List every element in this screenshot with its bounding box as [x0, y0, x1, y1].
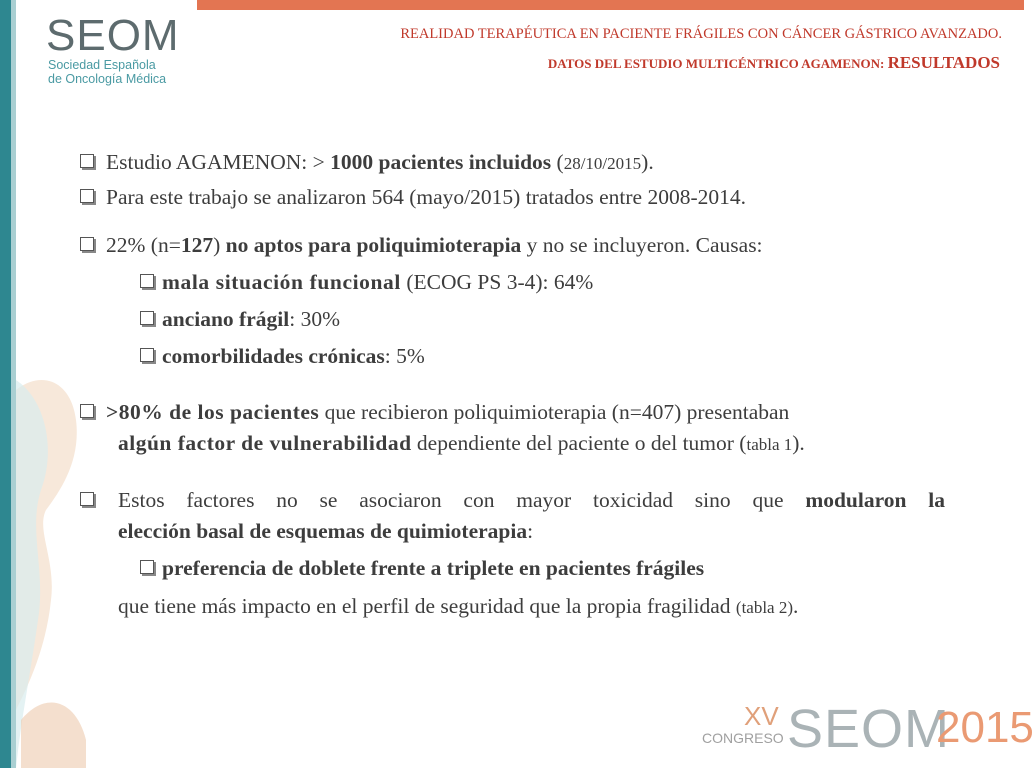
- bullet-1-text-b: 1000 pacientes incluidos: [330, 150, 552, 174]
- bullet-5-sub-1-bold: preferencia de doblete frente a triplete en pacientes frágiles: [162, 556, 705, 580]
- bullet-5-sub-1: [140, 556, 704, 581]
- bullet-3-text-d: no aptos para poliquimioterapia: [225, 233, 522, 257]
- slide-title: REALIDAD TERAPÉUTICA EN PACIENTE FRÁGILES CON CÁNCER GÁSTRICO AVANZADO.: [400, 26, 1002, 42]
- logo-wordmark: SEOM: [46, 11, 180, 60]
- bullet-3-sub-2-text: : 30%: [289, 307, 340, 331]
- bullet-5-line-2: [118, 519, 533, 544]
- slide-subtitle-text: DATOS DEL ESTUDIO MULTICÉNTRICO AGAMENON:: [547, 56, 885, 71]
- bullet-5-bold-b: elección basal de esquemas de quimioterapia: [118, 519, 528, 543]
- bullet-4-text-b: dependiente del paciente o del tumor (: [411, 431, 747, 455]
- checkbox-bullet-icon: [80, 154, 94, 168]
- checkbox-bullet-icon: [80, 189, 94, 203]
- bullet-4-table-ref: tabla 1: [746, 435, 793, 454]
- checkbox-bullet-icon: [140, 348, 154, 362]
- checkbox-bullet-icon: [140, 274, 154, 288]
- footer-congreso: CONGRESO: [702, 730, 784, 746]
- logo-subtitle-1: Sociedad Española: [48, 58, 156, 72]
- bullet-5-marker: [80, 488, 106, 513]
- bullet-3-sub-2: [140, 307, 340, 332]
- slide-subtitle: [548, 53, 1000, 73]
- bullet-3-sub-1-text: (ECOG PS 3-4): 64%: [401, 270, 594, 294]
- bullet-5-cont-end: .: [793, 594, 799, 618]
- bullet-4-bold-b: algún factor de vulnerabilidad: [118, 431, 412, 455]
- bullet-3: [80, 233, 763, 258]
- checkbox-bullet-icon: [80, 404, 94, 418]
- slide-subtitle-emph: RESULTADOS: [887, 53, 1000, 72]
- bullet-1-text-c: (: [551, 150, 564, 174]
- bullet-2: [80, 185, 746, 210]
- bullet-3-sub-1: [140, 270, 593, 295]
- seom-logo: [46, 11, 180, 86]
- bullet-3-sub-3: [140, 344, 425, 369]
- bullet-5-line-1: [118, 488, 945, 513]
- checkbox-bullet-icon: [140, 311, 154, 325]
- bullet-5-text-b: :: [527, 519, 534, 543]
- checkbox-bullet-icon: [140, 560, 154, 574]
- bullet-4-line-2: [118, 431, 805, 456]
- bullet-1-text-a: Estudio AGAMENON: >: [106, 150, 331, 174]
- bullet-5-table-ref: (tabla 2): [735, 598, 794, 617]
- bullet-4-bold-a: >80% de los pacientes: [106, 400, 320, 424]
- footer-brand: SEOM: [787, 699, 951, 759]
- bullet-4-text-c: ).: [792, 431, 805, 455]
- footer-year: 2015: [936, 703, 1034, 752]
- checkbox-bullet-icon: [80, 492, 94, 506]
- bullet-5-text-a: Estos factores no se asociaron con mayor toxicidad sino que: [118, 488, 806, 512]
- bullet-3-sub-1-bold: mala situación funcional: [162, 270, 401, 294]
- left-accent-bar: [0, 0, 11, 768]
- bullet-5-cont-text: que tiene más impacto en el perfil de seguridad que la propia fragilidad: [118, 594, 736, 618]
- bullet-3-text-b: 127: [180, 233, 214, 257]
- bullet-4-text-a: que recibieron poliquimioterapia (n=407) presentaban: [319, 400, 790, 424]
- bullet-4-line-1: [80, 400, 789, 425]
- bullet-3-sub-3-text: : 5%: [384, 344, 425, 368]
- bullet-1-date: 28/10/2015: [563, 154, 642, 173]
- bullet-1: [80, 150, 654, 175]
- congress-footer-logo: [702, 699, 1034, 760]
- bullet-3-text-c: ): [213, 233, 226, 257]
- bullet-5-bold-a: modularon la: [805, 488, 945, 512]
- bullet-3-text-a: 22% (n=: [106, 233, 181, 257]
- bullet-3-text-e: y no se incluyeron. Causas:: [521, 233, 763, 257]
- footer-edition: XV: [744, 701, 779, 731]
- checkbox-bullet-icon: [80, 237, 94, 251]
- top-accent-bar: [197, 0, 1024, 10]
- logo-subtitle-2: de Oncología Médica: [48, 72, 167, 86]
- bullet-5-continuation: [118, 594, 798, 619]
- bullet-3-sub-2-bold: anciano frágil: [162, 307, 290, 331]
- bullet-3-sub-3-bold: comorbilidades crónicas: [162, 344, 385, 368]
- bullet-2-text: Para este trabajo se analizaron 564 (mayo/2015) tratados entre 2008-2014.: [106, 185, 747, 209]
- bullet-1-text-e: ).: [641, 150, 654, 174]
